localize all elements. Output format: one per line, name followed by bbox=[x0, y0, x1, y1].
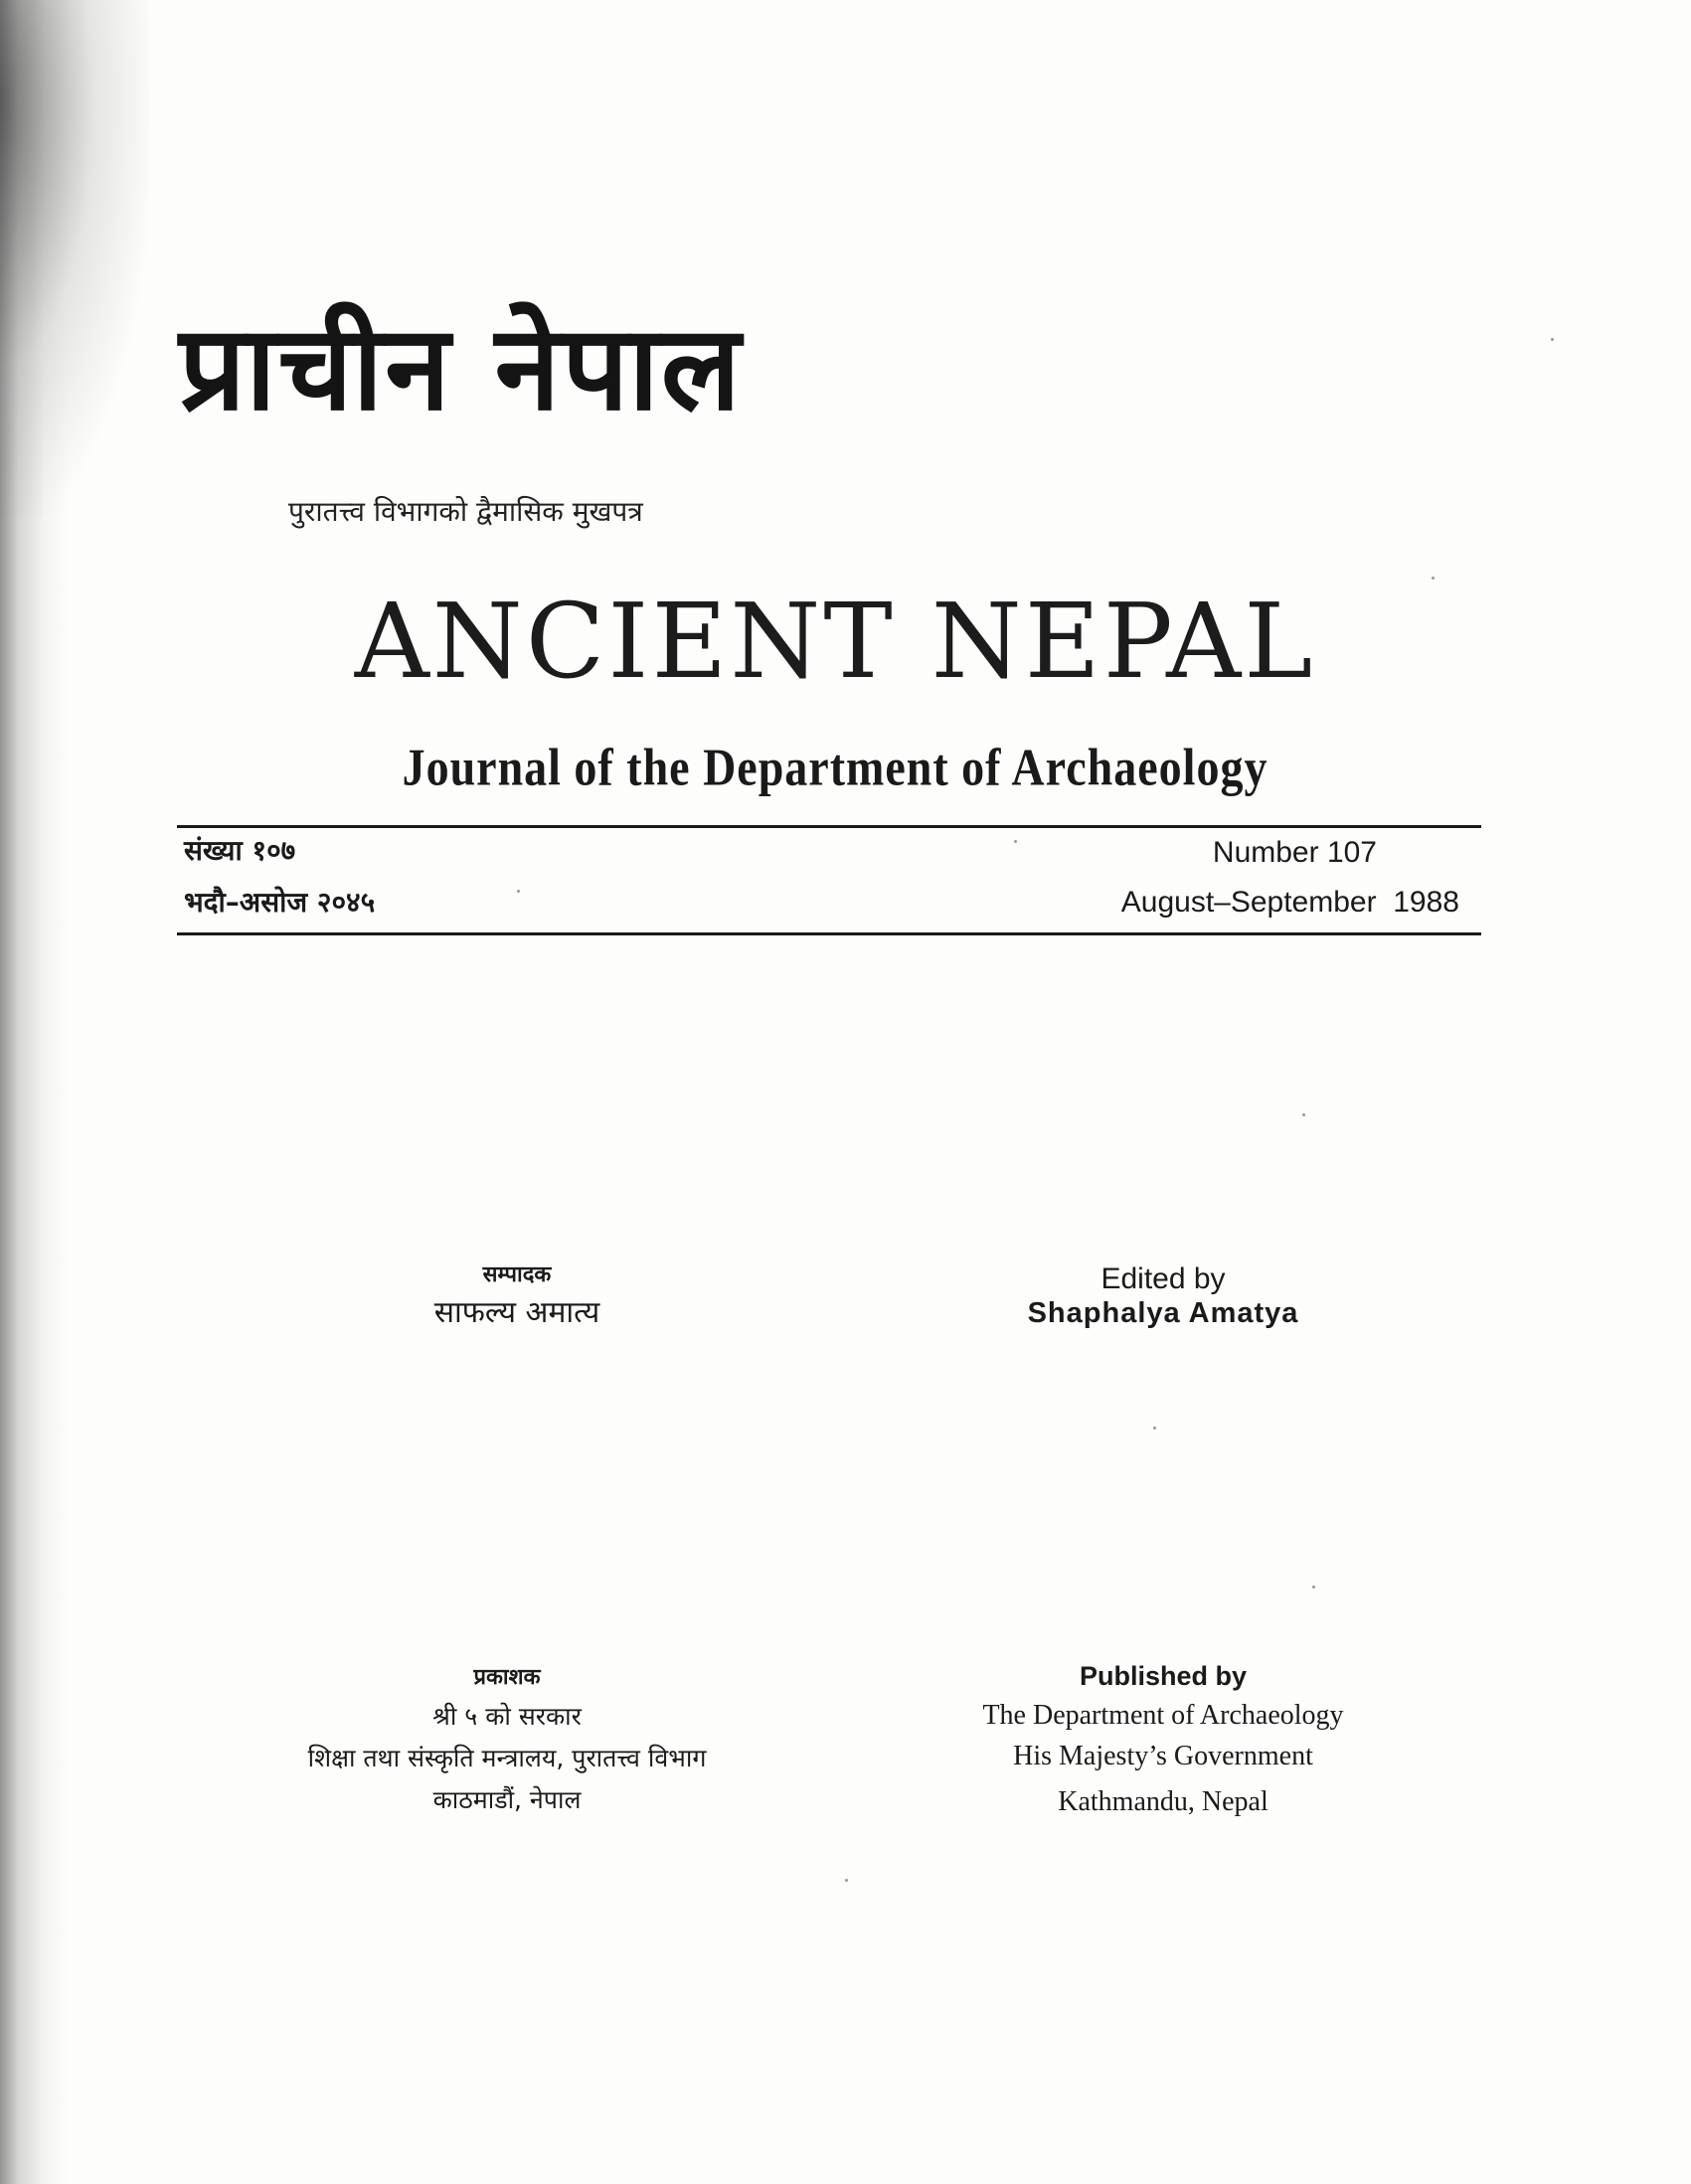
scan-speck bbox=[1312, 1586, 1315, 1589]
scan-speck bbox=[1014, 840, 1017, 843]
issue-number-hindi: संख्या १०७ bbox=[184, 834, 296, 867]
publisher-label-hindi: प्रकाशक bbox=[473, 1665, 541, 1690]
editor-name-hindi: साफल्य अमात्य bbox=[433, 1295, 600, 1330]
scan-speck bbox=[517, 890, 520, 893]
issue-date-hindi: भदौ–असोज २०४५ bbox=[184, 886, 376, 919]
scan-speck bbox=[1302, 1113, 1305, 1116]
english-masthead-subtitle: Journal of the Department of Archaeology bbox=[402, 738, 1268, 796]
editor-label: Edited by bbox=[1100, 1262, 1226, 1295]
publisher-line-hindi: शिक्षा तथा संस्कृति मन्त्रालय, पुरातत्त्व विभाग bbox=[307, 1744, 707, 1772]
issue-number: Number 107 bbox=[1212, 836, 1377, 869]
publisher-line: His Majesty’s Government bbox=[1013, 1741, 1313, 1771]
editor-name: Shaphalya Amatya bbox=[1027, 1297, 1299, 1329]
scan-speck bbox=[1551, 338, 1554, 341]
divider-top bbox=[177, 825, 1481, 828]
publisher-line: The Department of Archaeology bbox=[982, 1700, 1344, 1731]
scan-speck bbox=[845, 1879, 848, 1882]
scan-shadow-top bbox=[0, 0, 149, 517]
english-masthead-title: ANCIENT NEPAL bbox=[354, 581, 1316, 702]
publisher-line-hindi: श्री ५ को सरकार bbox=[432, 1702, 582, 1731]
divider-bottom bbox=[177, 932, 1481, 935]
publisher-line: Kathmandu, Nepal bbox=[1058, 1786, 1268, 1817]
editor-label-hindi: सम्पादक bbox=[482, 1262, 552, 1287]
issue-date: August–September 1988 bbox=[1120, 886, 1459, 919]
hindi-masthead-title: प्राचीन नेपाल bbox=[179, 299, 743, 436]
publisher-line-hindi: काठमाडौं, नेपाल bbox=[432, 1785, 582, 1814]
scan-speck bbox=[1432, 577, 1435, 580]
hindi-masthead-subtitle: पुरातत्त्व विभागको द्वैमासिक मुखपत्र bbox=[288, 495, 643, 528]
publisher-label: Published by bbox=[1079, 1661, 1248, 1691]
scan-speck bbox=[1153, 1427, 1156, 1429]
